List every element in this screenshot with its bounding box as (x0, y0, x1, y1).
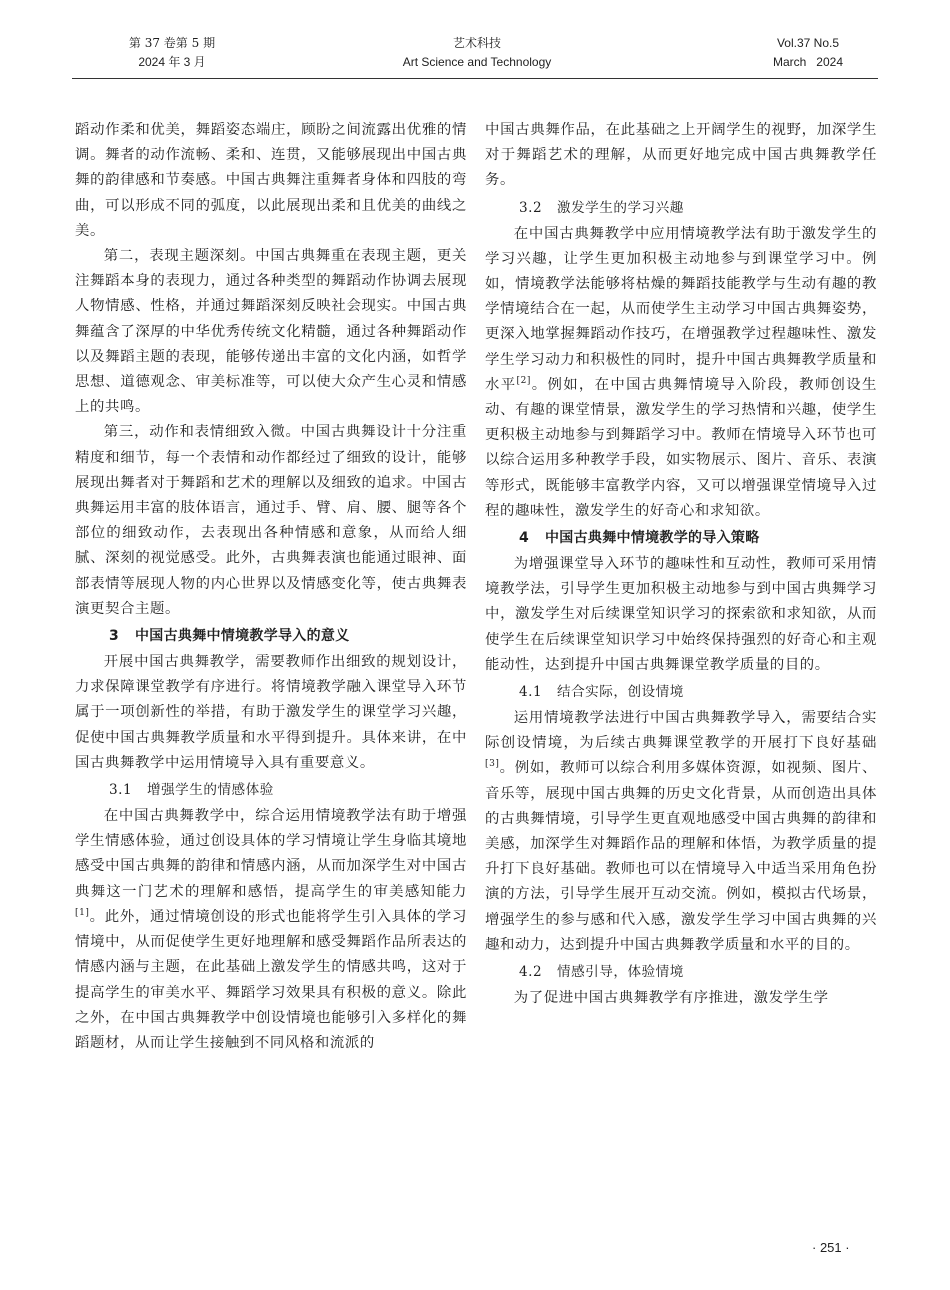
paragraph-text: 。例如，教师可以综合利用多媒体资源，如视频、图片、音乐等，展现中国古典舞的历史文化背景，从而创造出具体的古典舞情境，引导学生更直观地感受中国古典舞的韵律和美感，加深学生对舞蹈作品的理解和体悟，为教学质量的提升打下良好基础。教师也可以在情境导入中适当采用角色扮演的方法，引导学生展开互动交流。例如，模拟古代场景，增强学生的参与感和代入感，激发学生学习中国古典舞的兴趣和动力，达到提升中国古典舞教学质量和水平的目的。 (485, 760, 877, 953)
subsection-number: 4.1 (519, 684, 543, 701)
paragraph-text: 。此外，通过情境创设的形式也能将学生引入具体的学习情境中，从而促使学生更好地理解和感受舞蹈作品所表达的情感内涵与主题，在此基础上激发学生的情感共鸣，这对于提高学生的审美水平、舞蹈学习效果具有积极的意义。除此之外，在中国古典舞教学中创设情境也能够引入多样化的舞蹈题材，从而让学生接触到不同风格和流派的 (75, 908, 467, 1051)
paragraph (485, 706, 877, 958)
paragraph: 第二，表现主题深刻。中国古典舞重在表现主题，更关注舞蹈本身的表现力，通过各种类型的舞蹈动作协调去展现人物情感、性格，并通过舞蹈深刻反映社会现实。中国古典舞蕴含了深厚的中华优秀传统文化精髓，通过各种舞蹈动作以及舞蹈主题的表现，能够传递出丰富的文化内涵，如哲学思想、道德观念、审美标准等，可以使大众产生心灵和情感上的共鸣。 (75, 248, 467, 416)
header-date-en: March 2024 (772, 55, 844, 69)
paragraph: 开展中国古典舞教学，需要教师作出细致的规划设计，力求保障课堂教学有序进行。将情境教学融入课堂导入环节属于一项创新性的举措，有助于激发学生的课堂学习兴趣，促使中国古典舞教学质量和水平得到提升。具体来讲，在中国古典舞教学中运用情境导入具有重要意义。 (75, 654, 467, 771)
subsection-title: 结合实际，创设情境 (557, 684, 684, 701)
paragraph-text: 在中国古典舞教学中，综合运用情境教学法有助于增强学生情感体验，通过创设具体的学习情境让学生身临其境地感受中国古典舞的韵律和情感内涵，从而加深学生对中国古典舞这一门艺术的理解和感悟，提高学生的审美感知能力 (75, 808, 467, 900)
subsection-title: 增强学生的情感体验 (147, 782, 274, 799)
section-title: 中国古典舞中情境教学导入的意义 (135, 628, 350, 645)
section-heading-4 (485, 524, 877, 552)
paragraph-text: 。例如，在中国古典舞情境导入阶段，教师创设生动、有趣的课堂情景，激发学生的学习热情和兴趣，使学生更积极主动地参与到舞蹈学习中。教师在情境导入环节也可以综合运用多种教学手段，如实物展示、图片、音乐、表演等形式，既能够丰富教学内容，又可以增强课堂情境导入过程的趣味性，激发学生的好奇心和求知欲。 (485, 376, 877, 519)
subsection-heading-4-2 (485, 958, 877, 986)
section-heading-3 (75, 622, 467, 650)
header-volume-en: Vol.37 No.5 (776, 36, 840, 50)
journal-title-en: Art Science and Technology (402, 55, 552, 69)
citation-ref[interactable]: [2] (516, 376, 532, 387)
subsection-title: 激发学生的学习兴趣 (557, 199, 684, 216)
citation-ref[interactable]: [3] (485, 759, 500, 770)
subsection-number: 3.2 (519, 199, 543, 216)
right-column (485, 118, 877, 1011)
section-number: 4 (519, 530, 530, 547)
subsection-number: 3.1 (109, 782, 133, 799)
paragraph: 蹈动作柔和优美，舞蹈姿态端庄，顾盼之间流露出优雅的情调。舞者的动作流畅、柔和、连贯，又能够展现出中国古典舞的韵律感和节奏感。中国古典舞注重舞者身体和四肢的弯曲，可以形成不同的弧度，以此展现出柔和且优美的曲线之美。 (75, 122, 467, 239)
paragraph: 第三，动作和表情细致入微。中国古典舞设计十分注重精度和细节，每一个表情和动作都经过了细致的设计，能够展现出舞者对于舞蹈和艺术的理解以及细致的追求。中国古典舞运用丰富的肢体语言，通过手、臂、肩、腰、腿等各个部位的细致动作，去表现出各种情感和意象，从而给人细腻、深刻的视觉感受。此外，古典舞表演也能通过眼神、面部表情等展现人物的内心世界以及情感变化等，使古典舞表演更契合主题。 (75, 424, 467, 617)
journal-title-cn: 艺术科技 (452, 36, 501, 50)
subsection-title: 情感引导，体验情境 (557, 964, 684, 981)
subsection-heading-4-1 (485, 678, 877, 706)
paragraph: 为增强课堂导入环节的趣味性和互动性，教师可采用情境教学法，引导学生更加积极主动地参与到中国古典舞学习中，激发学生对后续课堂知识学习的探索欲和求知欲，从而使学生在后续课堂知识学习中始终保持强烈的好奇心和主观能动性，达到提升中国古典舞课堂教学质量的目的。 (485, 556, 877, 673)
header-center (372, 34, 582, 72)
header-volume-cn: 第 37 卷第 5 期 (128, 36, 216, 50)
section-title: 中国古典舞中情境教学的导入策略 (545, 530, 760, 547)
header-date-cn: 2024 年 3 月 (138, 55, 206, 69)
header-right (758, 34, 858, 72)
subsection-number: 4.2 (519, 964, 543, 981)
paragraph (485, 222, 877, 524)
paragraph-text: 运用情境教学法进行中国古典舞教学导入，需要结合实际创设情境，为后续古典舞课堂教学的开展打下良好基础 (485, 710, 877, 752)
citation-ref[interactable]: [1] (75, 908, 90, 919)
subsection-heading-3-1 (75, 776, 467, 804)
page-number: · 251 · (812, 1240, 850, 1255)
paragraph (75, 804, 467, 1056)
left-column (75, 118, 467, 1056)
header-left (117, 34, 227, 72)
running-header (72, 34, 878, 80)
paragraph: 为了促进中国古典舞教学有序推进，激发学生学 (513, 990, 829, 1007)
paragraph-text: 在中国古典舞教学中应用情境教学法有助于激发学生的学习兴趣，让学生更加积极主动地参与到课堂学习中。例如，情境教学法能够将枯燥的舞蹈技能教学与生动有趣的教学情境结合在一起，从而使学生主动学习中国古典舞姿势，更深入地掌握舞蹈动作技巧，在增强教学过程趣味性、激发学生学习动力和积极性的同时，提升中国古典舞教学质量和水平 (485, 225, 877, 393)
paragraph: 中国古典舞作品，在此基础之上开阔学生的视野，加深学生对于舞蹈艺术的理解，从而更好地完成中国古典舞教学任务。 (485, 122, 877, 189)
subsection-heading-3-2 (485, 194, 877, 222)
header-rule (72, 78, 878, 79)
section-number: 3 (109, 628, 120, 645)
